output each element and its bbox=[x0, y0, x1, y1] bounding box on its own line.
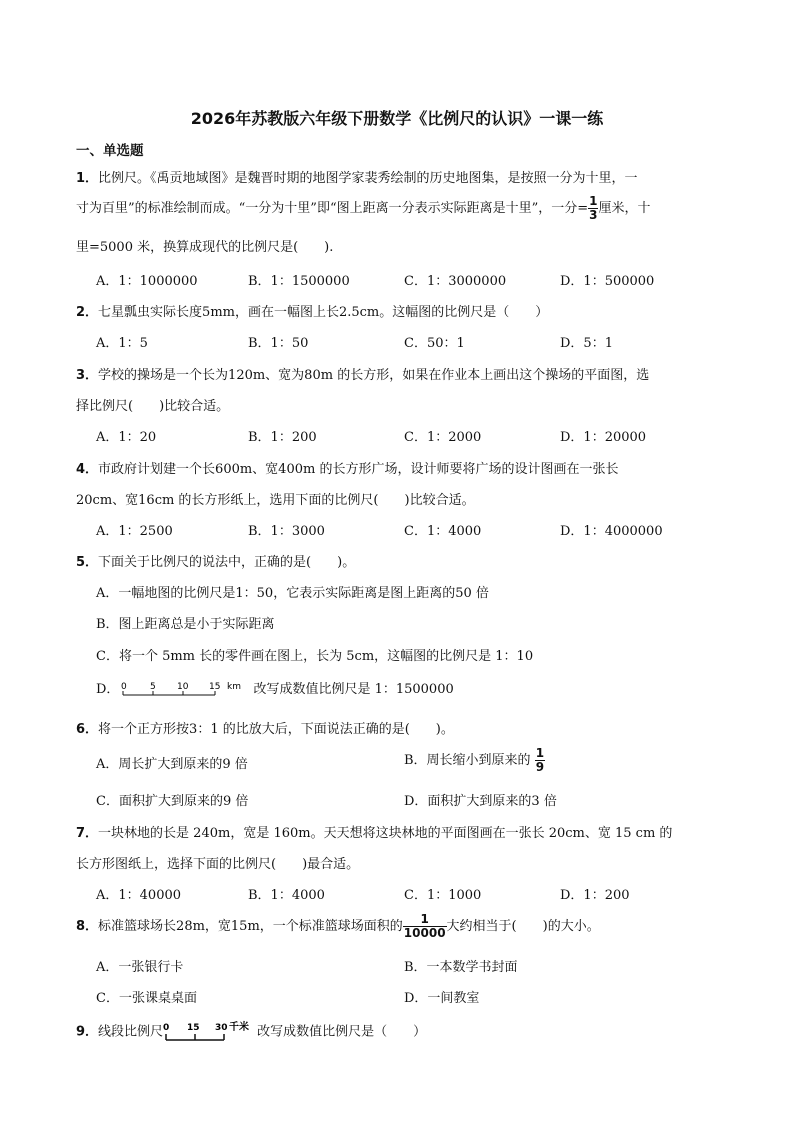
q9-line-scale-icon bbox=[163, 1020, 257, 1044]
q6-option-d[interactable]: D．面积扩大到原来的3 倍 bbox=[404, 794, 557, 809]
q8-frac-den: 10000 bbox=[403, 926, 446, 940]
q5-option-d-text: 改写成数值比例尺是 1：1500000 bbox=[253, 682, 454, 697]
q7-line-1 bbox=[76, 822, 672, 841]
q8-fraction bbox=[403, 913, 447, 940]
q4-option-b[interactable]: B．1：3000 bbox=[248, 524, 325, 539]
q5-option-d[interactable] bbox=[96, 678, 454, 700]
q3-option-c[interactable]: C．1：2000 bbox=[404, 430, 482, 445]
q1-option-d[interactable]: D．1：500000 bbox=[560, 274, 655, 289]
q6-text-1: 将一个正方形按3：1 的比放大后，下面说法正确的是( )。 bbox=[98, 722, 454, 737]
q5-scale-tick-label-10: 10 bbox=[177, 681, 189, 692]
q1-text-2b: 厘米，十 bbox=[598, 201, 651, 216]
q8-line-1 bbox=[76, 913, 600, 940]
q8-number: 8． bbox=[76, 919, 99, 934]
q2-option-a[interactable]: A．1：5 bbox=[96, 336, 148, 351]
q2-option-c[interactable]: C．50：1 bbox=[404, 336, 465, 351]
q5-option-d-prefix: D． bbox=[96, 682, 120, 697]
q1-fraction bbox=[588, 195, 598, 222]
q6-line-1 bbox=[76, 718, 454, 737]
q1-frac-num: 1 bbox=[589, 194, 598, 208]
q2-number: 2． bbox=[76, 305, 99, 320]
q3-line-1 bbox=[76, 364, 649, 383]
q1-text-3: 里=5000 米，换算成现代的比例尺是( ). bbox=[76, 240, 334, 255]
q1-frac-den: 3 bbox=[589, 208, 598, 222]
q3-option-a[interactable]: A．1：20 bbox=[96, 430, 157, 445]
q9-number: 9． bbox=[76, 1024, 99, 1040]
q3-option-b[interactable]: B．1：200 bbox=[248, 430, 317, 445]
q6-frac-den: 9 bbox=[535, 760, 545, 774]
q1-line-2 bbox=[76, 195, 651, 222]
q7-option-b[interactable]: B．1：4000 bbox=[248, 888, 325, 903]
q4-line-1 bbox=[76, 458, 618, 477]
q5-scale-unit: km bbox=[227, 681, 242, 692]
q5-option-a[interactable]: A．一幅地图的比例尺是1：50，它表示实际距离是图上距离的50 倍 bbox=[96, 586, 489, 601]
q6-option-a[interactable]: A．周长扩大到原来的9 倍 bbox=[96, 757, 248, 772]
q3-text-2: 择比例尺( )比较合适。 bbox=[76, 399, 230, 414]
page-title: 2026年苏教版六年级下册数学《比例尺的认识》一课一练 bbox=[190, 109, 604, 128]
q4-text-1: 市政府计划建一个长600m、宽400m 的长方形广场，设计师要将广场的设计图画在一张长 bbox=[98, 462, 619, 477]
q6-option-b[interactable] bbox=[404, 747, 545, 774]
q1-number: 1． bbox=[76, 171, 99, 186]
q4-option-c[interactable]: C．1：4000 bbox=[404, 524, 482, 539]
q1-option-a[interactable]: A．1：1000000 bbox=[96, 274, 198, 289]
q1-option-b[interactable]: B．1：1500000 bbox=[248, 274, 350, 289]
q9-line-1 bbox=[76, 1020, 426, 1044]
q8-option-d[interactable]: D．一间教室 bbox=[404, 991, 480, 1006]
q5-line-scale-icon bbox=[119, 680, 253, 700]
q8-option-a[interactable]: A．一张银行卡 bbox=[96, 960, 184, 975]
q2-option-b[interactable]: B．1：50 bbox=[248, 336, 309, 351]
q1-option-c[interactable]: C．1：3000000 bbox=[404, 274, 507, 289]
q6-option-b-text: B．周长缩小到原来的 bbox=[404, 753, 531, 768]
q2-text-1: 七星瓢虫实际长度5mm，画在一幅图上长2.5cm。这幅图的比例尺是（ ） bbox=[98, 305, 549, 320]
q9-scale-tick-label-15: 15 bbox=[187, 1023, 200, 1033]
q3-number: 3． bbox=[76, 368, 99, 383]
q2-option-d[interactable]: D．5：1 bbox=[560, 336, 613, 351]
section-heading: 一、单选题 bbox=[76, 143, 144, 159]
q8-text-1b: 大约相当于( )的大小。 bbox=[446, 919, 600, 934]
q7-text-2: 长方形图纸上，选择下面的比例尺( )最合适。 bbox=[76, 857, 360, 872]
q5-option-c[interactable]: C．将一个 5mm 长的零件画在图上，长为 5cm，这幅图的比例尺是 1：10 bbox=[96, 649, 534, 664]
q2-line-1 bbox=[76, 301, 548, 320]
q1-line-1 bbox=[76, 167, 638, 186]
q5-line-1 bbox=[76, 551, 355, 570]
q9-scale-tick-label-0: 0 bbox=[163, 1023, 170, 1033]
q6-option-c[interactable]: C．面积扩大到原来的9 倍 bbox=[96, 794, 249, 809]
q9-scale-tick-label-30: 30 bbox=[215, 1023, 228, 1033]
q5-scale-tick-label-5: 5 bbox=[150, 681, 157, 692]
q5-option-b[interactable]: B．图上距离总是小于实际距离 bbox=[96, 617, 275, 632]
q4-text-2: 20cm、宽16cm 的长方形纸上，选用下面的比例尺( )比较合适。 bbox=[76, 493, 475, 508]
q5-text-1: 下面关于比例尺的说法中，正确的是( )。 bbox=[98, 555, 356, 570]
q9-suffix: 改写成数值比例尺是（ ） bbox=[257, 1024, 427, 1040]
q7-option-a[interactable]: A．1：40000 bbox=[96, 888, 182, 903]
q4-number: 4． bbox=[76, 462, 99, 477]
q3-option-d[interactable]: D．1：20000 bbox=[560, 430, 647, 445]
q5-number: 5． bbox=[76, 555, 99, 570]
q4-option-a[interactable]: A．1：2500 bbox=[96, 524, 173, 539]
q1-text-2a: 寸为百里”的标准绘制而成。“一分为十里”即“图上距离一分表示实际距离是十里”，一分= bbox=[76, 201, 589, 216]
q1-text-1: 比例尺。《禹贡地域图》是魏晋时期的地图学家裴秀绘制的历史地图集，是按照一分为十里，一 bbox=[98, 171, 638, 186]
q9-scale-unit: 千米 bbox=[229, 1022, 250, 1033]
q6-frac-num: 1 bbox=[535, 746, 545, 760]
q6-option-b-fraction bbox=[535, 747, 545, 774]
q5-scale-tick-label-15: 15 bbox=[209, 681, 221, 692]
q5-scale-tick-label-0: 0 bbox=[121, 681, 128, 692]
q8-text-1a: 标准篮球场长28m，宽15m，一个标准篮球场面积的 bbox=[98, 919, 403, 934]
q7-number: 7． bbox=[76, 826, 99, 841]
q7-text-1: 一块林地的长是 240m，宽是 160m。天天想将这块林地的平面图画在一张长 20cm、宽 15 cm 的 bbox=[98, 826, 673, 841]
q8-option-b[interactable]: B．一本数学书封面 bbox=[404, 960, 518, 975]
q4-option-d[interactable]: D．1：4000000 bbox=[560, 524, 663, 539]
q7-option-d[interactable]: D．1：200 bbox=[560, 888, 630, 903]
q3-text-1: 学校的操场是一个长为120m、宽为80m 的长方形，如果在作业本上画出这个操场的平面图，选 bbox=[98, 368, 650, 383]
q6-number: 6． bbox=[76, 722, 99, 737]
q8-option-c[interactable]: C．一张课桌桌面 bbox=[96, 991, 197, 1006]
q7-option-c[interactable]: C．1：1000 bbox=[404, 888, 482, 903]
q8-frac-num: 1 bbox=[403, 913, 447, 927]
q9-prefix: 线段比例尺 bbox=[98, 1024, 164, 1040]
